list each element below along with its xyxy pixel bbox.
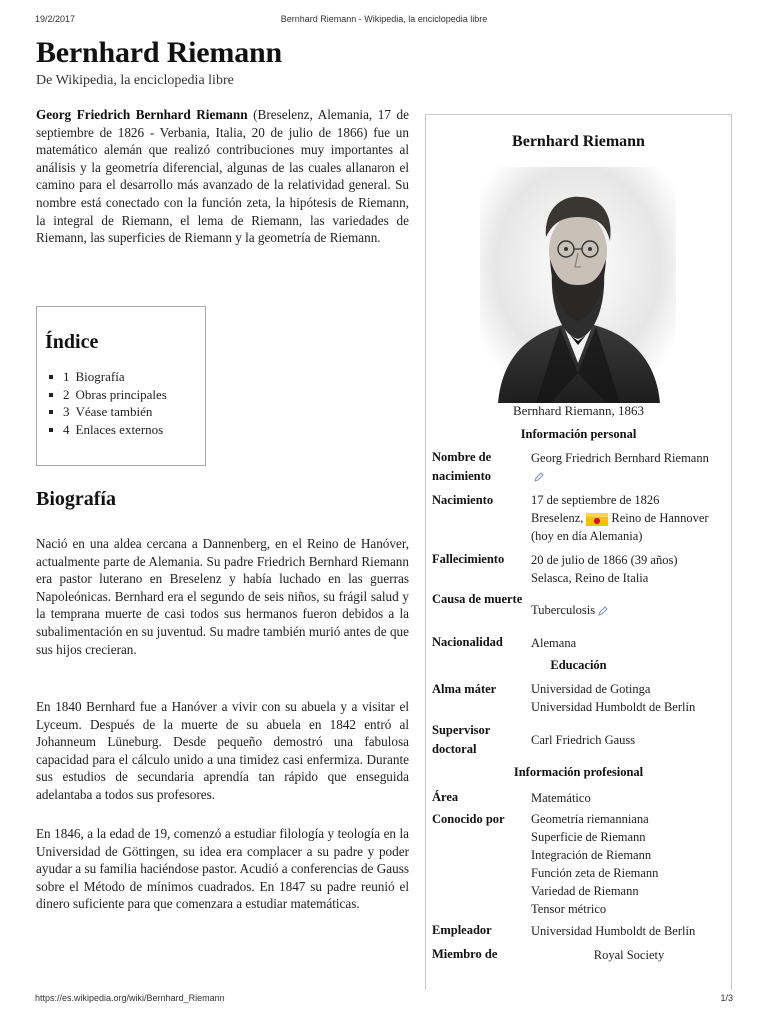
label-birth-name: Nombre de nacimiento <box>432 450 492 483</box>
death-date: 20 de julio de 1866 (39 años) <box>531 553 678 567</box>
value-known-for <box>531 810 727 918</box>
edit-pencil-icon[interactable] <box>598 606 608 616</box>
known-for-item[interactable]: Superficie de Riemann <box>531 830 646 844</box>
lead-name: Georg Friedrich Bernhard Riemann <box>36 107 248 122</box>
label-area: Área <box>432 790 459 804</box>
value-area[interactable]: Matemático <box>531 791 591 805</box>
print-page-count: 1/3 <box>720 993 733 1003</box>
toc-number: 2 <box>63 386 70 402</box>
section-professional-info: Información profesional <box>513 765 644 779</box>
print-date: 19/2/2017 <box>35 14 76 24</box>
known-for-item[interactable]: Geometría riemanniana <box>531 812 649 826</box>
label-member-of: Miembro de <box>432 947 498 961</box>
toc-number: 4 <box>63 421 70 437</box>
section-personal-info: Información personal <box>520 427 637 441</box>
toc-label: Enlaces externos <box>75 421 164 437</box>
lead-paragraph <box>36 106 409 247</box>
value-doctoral-advisor[interactable]: Carl Friedrich Gauss <box>531 733 636 747</box>
value-nationality: Alemana <box>531 636 577 650</box>
toc-label: Biografía <box>75 369 125 384</box>
toc-item-biografia[interactable] <box>63 368 197 386</box>
cause-text[interactable]: Tuberculosis <box>531 603 596 617</box>
toc-number: 1 <box>63 369 70 384</box>
table-of-contents <box>36 306 206 466</box>
birth-kingdom[interactable]: Reino de Hannover <box>611 511 709 525</box>
toc-item-enlaces[interactable] <box>63 421 197 439</box>
alma-mater-2[interactable]: Universidad Humboldt de Berlín <box>531 700 696 714</box>
label-known-for: Conocido por <box>432 812 505 826</box>
section-education: Educación <box>550 658 607 672</box>
value-cause-of-death <box>531 601 727 619</box>
toc-number: 3 <box>63 404 70 419</box>
biografia-paragraph-2: En 1840 Bernhard fue a Hanóver a vivir con su abuela y a visitar el Lyceum. Después de la muerte de su abuela en 1842 entró al Johanneum Lüneburg. Desde pequeño demostró una fabulosa capacidad para el cálculo unido a una timidez casi enfermiza. Durante sus estudios de secundaria aprendía tan rápido que enseguida adelantaba a todos sus profesores. <box>36 699 409 802</box>
label-alma-mater: Alma máter <box>432 682 497 696</box>
alma-mater-1[interactable]: Universidad de Gotinga <box>531 682 651 696</box>
toc-label: Obras principales <box>75 386 167 402</box>
edit-pencil-icon[interactable] <box>534 472 544 482</box>
label-birth: Nacimiento <box>432 493 494 507</box>
biografia-paragraph-1: Nació en una aldea cercana a Dannenberg, en el Reino de Hanóver, actualmente parte de Alemania. Su padre Friedrich Bernhard Riemann era pastor luterano en Breselenz y había luchado en las guerras Napoleónicas. Bernhard era el segundo de seis niños, su frágil salud y la temprana muerte de casi todos sus hermanos fueron debidos a la subalimentación en su juventud. Su madre también murió antes de que sus hijos crecieran. <box>36 536 409 657</box>
death-place[interactable]: Selasca, Reino de Italia <box>531 571 649 585</box>
tagline: De Wikipedia, la enciclopedia libre <box>36 73 234 88</box>
section-heading-biografia: Biografía <box>36 488 116 510</box>
value-employer[interactable]: Universidad Humboldt de Berlín <box>531 924 696 938</box>
known-for-item[interactable]: Función zeta de Riemann <box>531 866 659 880</box>
infobox-title: Bernhard Riemann <box>512 133 645 150</box>
biografia-paragraph-3: En 1846, a la edad de 19, comenzó a estudiar filología y teología en la Universidad de Göttingen, su idea era complacer a su padre y poder ayudar a su familia haciéndose pastor. Acudió a conferencias de Gauss sobre el Método de mínimos cuadrados. En 1847 su padre reunió el dinero suficiente para que comenzara a estudiar matemáticas. <box>36 826 409 912</box>
toc-label: Véase también <box>75 404 153 419</box>
infobox <box>425 114 732 990</box>
birth-date: 17 de septiembre de 1826 <box>531 493 660 507</box>
birth-name-text: Georg Friedrich Bernhard Riemann <box>531 451 709 465</box>
lead-text: (Breselenz, Alemania, 17 de septiembre de 1826 - Verbania, Italia, 20 de julio de 1866) fue un matemático alemán que realizó contribuciones muy importantes al análisis y la geometría diferencial, algunas de las cuales allanaron el camino para el desarrollo más avanzado de la relatividad general. Su nombre está conectado con la función zeta, la hipótesis de Riemann, la integral de Riemann, el lema de Riemann, las variedades de Riemann, las superficies de Riemann y la geometría de Riemann. <box>36 107 409 246</box>
toc-list <box>45 368 197 438</box>
toc-item-obras[interactable] <box>63 386 197 404</box>
toc-item-vease[interactable] <box>63 403 197 421</box>
hannover-flag-icon <box>586 513 608 526</box>
birth-today: (hoy en día Alemania) <box>531 529 643 543</box>
value-death <box>531 551 727 587</box>
value-member-of[interactable]: Royal Society <box>593 948 665 962</box>
value-alma-mater <box>531 680 727 716</box>
label-doctoral-advisor: Supervisor doctoral <box>432 723 491 756</box>
portrait-caption: Bernhard Riemann, 1863 <box>512 403 645 418</box>
known-for-item[interactable]: Tensor métrico <box>531 902 607 916</box>
page-title: Bernhard Riemann <box>36 36 282 69</box>
known-for-item[interactable]: Variedad de Riemann <box>531 884 639 898</box>
value-birth <box>531 491 727 545</box>
value-birth-name <box>531 449 727 485</box>
known-for-item[interactable]: Integración de Riemann <box>531 848 652 862</box>
label-employer: Empleador <box>432 923 492 937</box>
birth-place[interactable]: Breselenz, <box>531 511 584 525</box>
portrait-image <box>480 167 676 403</box>
label-death: Fallecimiento <box>432 552 505 566</box>
print-url: https://es.wikipedia.org/wiki/Bernhard_Riemann <box>35 993 225 1003</box>
print-page-title: Bernhard Riemann - Wikipedia, la enciclopedia libre <box>280 14 488 24</box>
toc-heading: Índice <box>45 331 99 353</box>
label-cause-of-death: Causa de muerte <box>432 592 523 606</box>
label-nationality: Nacionalidad <box>432 635 503 649</box>
